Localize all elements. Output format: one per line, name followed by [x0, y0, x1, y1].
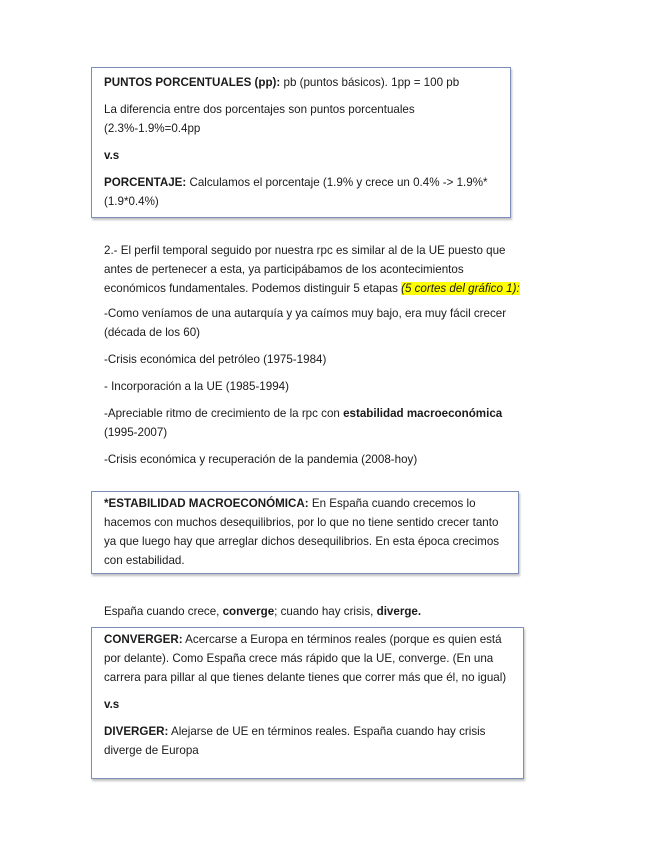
- stage-item-2: -Crisis económica del petróleo (1975-1984): [104, 353, 327, 366]
- definition-box-converger: [91, 627, 524, 779]
- puntos-porcentuales-definition: PUNTOS PORCENTUALES (pp): pb (puntos básicos). 1pp = 100 pb: [104, 76, 460, 89]
- converge-diverge-line: España cuando crece, converge; cuando hay crisis, diverge.: [104, 605, 422, 618]
- stage-item-1: -Como veníamos de una autarquía y ya caímos muy bajo, era muy fácil crecer (década de los 60): [104, 307, 507, 339]
- highlight-note: (5 cortes del gráfico 1): [401, 282, 517, 295]
- definition-box-puntos-porcentuales: [91, 67, 511, 218]
- converger-definition: CONVERGER: Acercarse a Europa en términos reales (porque es quien está por delante). Como España crece más rápido que la UE, converge. (En una carrera para pillar al que tienes delante tienes que correr más que él, no igual): [104, 633, 507, 684]
- section-2-text: [104, 241, 524, 469]
- estabilidad-definition: *ESTABILIDAD MACROECONÓMICA: En España cuando crecemos lo hacemos con muchos desequilibrios, por lo que no tiene sentido crecer tanto ya que luego hay que arreglar dichos desequilibrios. En esta época crecimos con estabilidad.: [104, 497, 500, 567]
- stage-item-3: - Incorporación a la UE (1985-1994): [104, 380, 289, 393]
- diverger-definition: DIVERGER: Alejarse de UE en términos reales. España cuando hay crisis diverge de Europa: [104, 725, 486, 757]
- versus-label: v.s: [104, 149, 120, 162]
- stage-item-4: -Apreciable ritmo de crecimiento de la rpc con estabilidad macroeconómica (1995-2007): [104, 407, 503, 439]
- stage-item-5: -Crisis económica y recuperación de la pandemia (2008-hoy): [104, 453, 418, 466]
- difference-explanation: La diferencia entre dos porcentajes son puntos porcentuales (2.3%-1.9%=0.4pp: [104, 103, 415, 135]
- porcentaje-definition: PORCENTAJE: Calculamos el porcentaje (1.9% y crece un 0.4% -> 1.9%*(1.9*0.4%): [104, 176, 488, 208]
- section-2-intro: 2.- El perfil temporal seguido por nuestra rpc es similar al de la UE puesto que antes de pertenecer a esta, ya participábamos de los acontecimientos económicos fundamentales. Podemos distinguir 5 etapas (5 cortes del gráfico 1):: [104, 244, 520, 295]
- versus-label-2: v.s: [104, 698, 120, 711]
- definition-box-estabilidad: [91, 491, 519, 574]
